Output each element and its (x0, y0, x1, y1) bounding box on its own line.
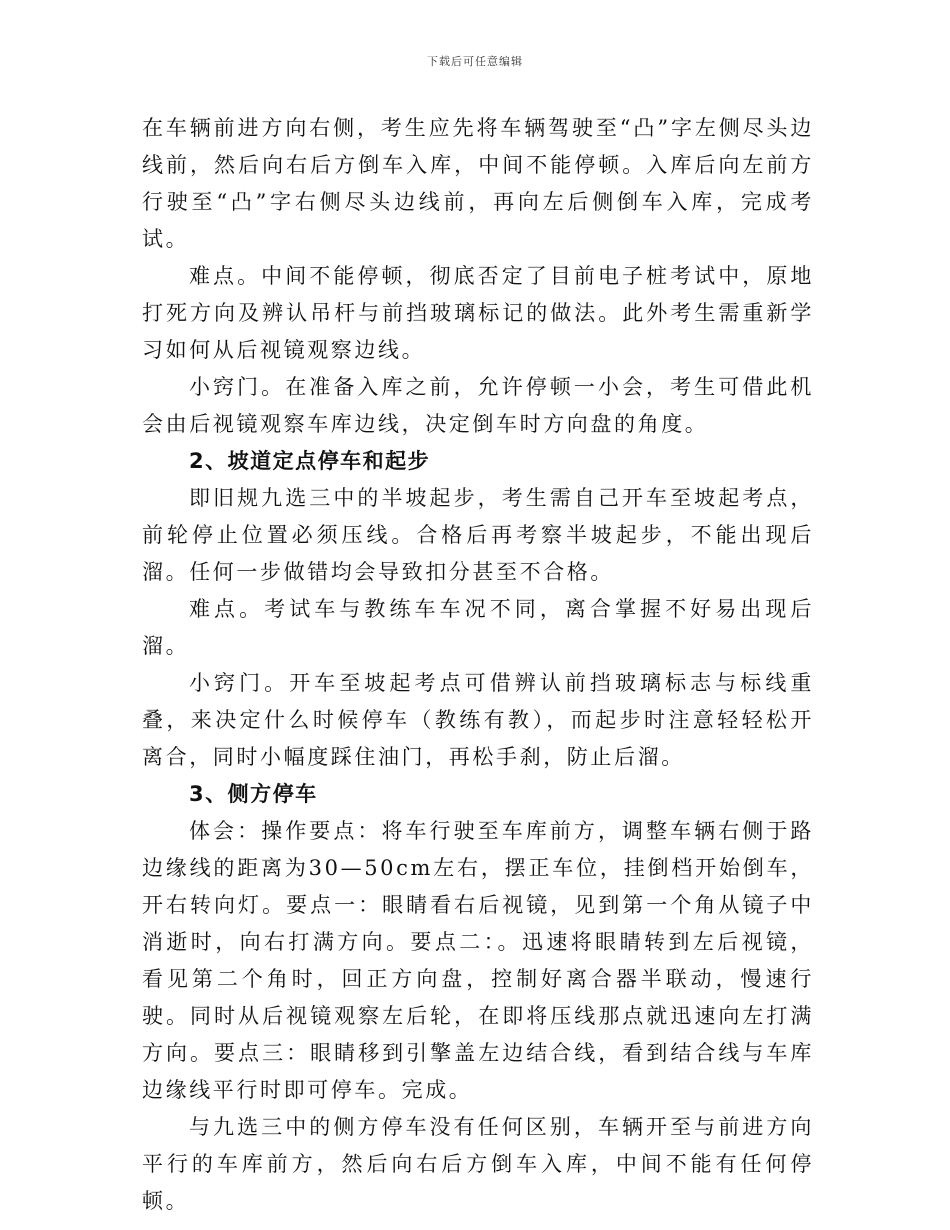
paragraph-slope-stop-difficulty: 难点。考试车与教练车车况不同，离合掌握不好易出现后溜。 (142, 597, 814, 658)
section-heading-slope-stop: 2、坡道定点停车和起步 (189, 449, 431, 473)
document-body (142, 110, 814, 1220)
paragraph-slope-stop-tip: 小窍门。开车至坡起考点可借辨认前挡玻璃标志与标线重叠，来决定什么时候停车（教练有教），而起步时注意轻轻松开离合，同时小幅度踩住油门，再松手刹，防止后溜。 (142, 671, 814, 769)
paragraph-parallel-parking-note: 与九选三中的侧方停车没有任何区别，车辆开至与前进方向平行的车库前方，然后向右后方倒车入库，中间不能有任何停顿。 (142, 1115, 814, 1213)
paragraph-parallel-parking-steps: 体会：操作要点：将车行驶至车库前方，调整车辆右侧于路边缘线的距离为30—50cm左右，摆正车位，挂倒档开始倒车，开右转向灯。要点一：眼睛看右后视镜，见到第一个角从镜子中消逝时，向右打满方向。要点二：。迅速将眼睛转到左后视镜，看见第二个角时，回正方向盘，控制好离合器半联动，慢速行驶。同时从后视镜观察左后轮，在即将压线那点就迅速向左打满方向。要点三：眼睛移到引擎盖左边结合线，看到结合线与车库边缘线平行时即可停车。完成。 (142, 819, 814, 1102)
paragraph-reverse-parking-difficulty: 难点。中间不能停顿，彻底否定了目前电子桩考试中，原地打死方向及辨认吊杆与前挡玻璃标记的做法。此外考生需重新学习如何从后视镜观察边线。 (142, 264, 814, 362)
paragraph-reverse-parking-procedure: 在车辆前进方向右侧，考生应先将车辆驾驶至“凸”字左侧尽头边线前，然后向右后方倒车入库，中间不能停顿。入库后向左前方行驶至“凸”字右侧尽头边线前，再向左后侧倒车入库，完成考试。 (142, 116, 814, 251)
page-header: 下载后可任意编辑 (427, 55, 523, 68)
paragraph-slope-stop-procedure: 即旧规九选三中的半坡起步，考生需自己开车至坡起考点，前轮停止位置必须压线。合格后再考察半坡起步，不能出现后溜。任何一步做错均会导致扣分甚至不合格。 (142, 486, 814, 584)
section-heading-parallel-parking: 3、侧方停车 (189, 782, 318, 806)
paragraph-reverse-parking-tip: 小窍门。在准备入库之前，允许停顿一小会，考生可借此机会由后视镜观察车库边线，决定倒车时方向盘的角度。 (142, 375, 814, 436)
